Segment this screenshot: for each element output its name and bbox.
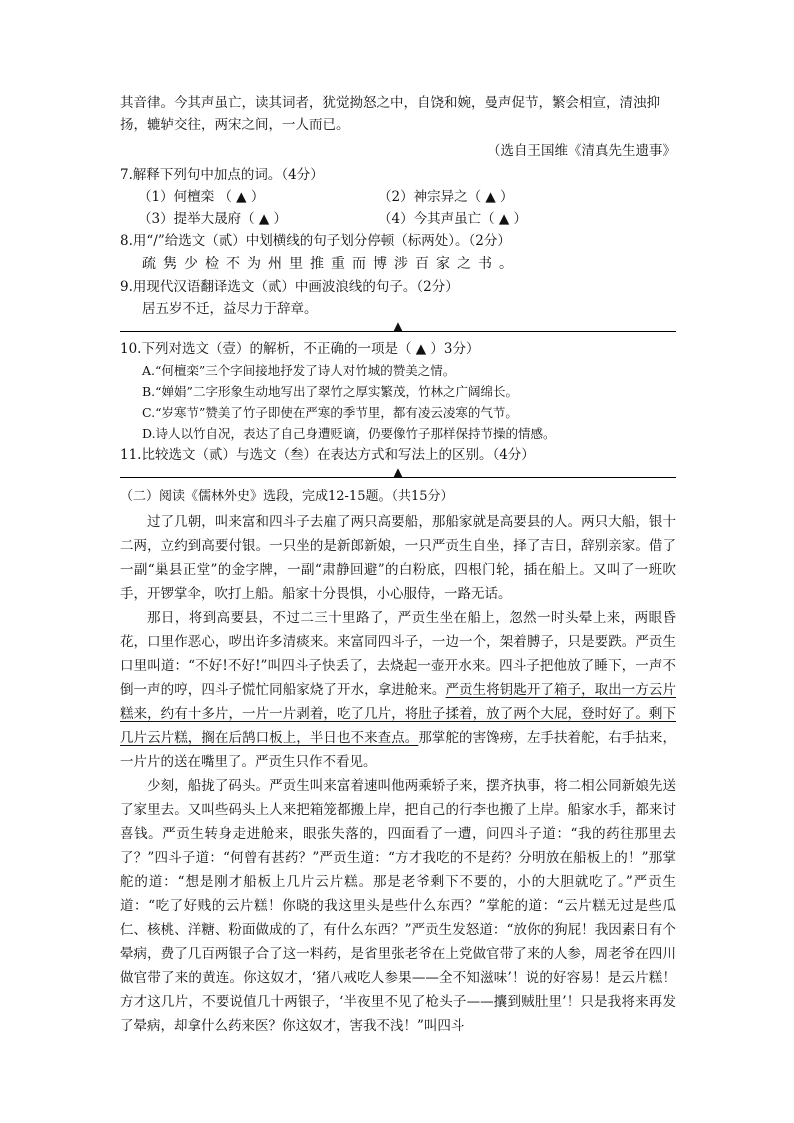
answer-mark: ▲ [393,319,403,333]
exam-page [120,92,676,1038]
answer-line-1 [120,320,676,338]
passage-paragraph-2 [120,606,676,774]
question-7-stem: 7.解释下列句中加点的词。（4分） [120,167,324,183]
question-7-row-1 [120,186,676,208]
question-7-item-3: （3）提举大晟府（ ▲ ） [138,211,288,227]
question-7-item-1: （1）何檀栾 （ ▲ ） [138,189,265,205]
question-11-stem: 11.比较选文（贰）与选文（叁）在表达方式和写法上的区别。（4分） [120,447,535,463]
source-note: （选自王国维《清真先生遗事》 [487,143,676,159]
passage-paragraph-1: 过了几朝，叫来富和四斗子去雇了两只高要船，那船家就是高要县的人。两只大船，银十二两，立约到高要付银。一只坐的是新郎新娘，一只严贡生自坐，择了吉日，辞别亲家。借了一副“巢县正堂”的金字牌，一副“肃静回避”的白粉底，四根门轮，插在船上。又叫了一班吹手，开锣掌伞，吹打上船。船家十分畏惧，小心服侍，一路无话。 [120,514,676,602]
question-7-row-2 [120,208,676,230]
answer-mark: ▲ [393,465,403,479]
question-9-sentence: 居五岁不迁，益尽力于辞章。 [142,301,318,317]
section-2-title: （二）阅读《儒林外史》选段，完成12-15题。（共15分） [120,489,454,504]
passage-paragraph-2-end: 那掌舵的害馋痨，左手扶着舵，右手拈来，一片片的送在嘴里了。严贡生只作不看见。 [120,730,676,770]
underlined-sentence: 严贡生将钥匙开了箱子，取出一方云片糕来，约有十多片，一片一片剥着，吃了几片，将肚子揉着，放了两个大屁，登时好了。剩下几片云片糕，搁在后鹄口板上，半日也不来查点。 [120,682,676,746]
question-7-item-2: （2）神宗异之（ ▲ ） [378,189,514,205]
question-8-sentence: 疏隽少检不为州里推重而博涉百家之书。 [142,256,520,272]
question-10-option-d: D.诗人以竹自况，表达了自己身遭贬谪，仍要像竹子那样保持节操的情感。 [142,426,556,441]
question-8-stem: 8.用“/”给选文（贰）中划横线的句子划分停顿（标两处）。（2分） [120,233,511,249]
passage-paragraph-2-start: 那日，将到高要县，不过二三十里路了，严贡生坐在船上，忽然一时头晕上来，两眼昏花，口里作恶心，哕出许多清痰来。来富同四斗子，一边一个，架着膊子，只是要跌。严贡生口里叫道：“不好!不好!”叫四斗子快丢了，去烧起一壶开水来。四斗子把他放了睡下，一声不倒一声的哼，四斗子慌忙同船家烧了开水，拿进舱来。 [120,610,676,698]
question-9-stem: 9.用现代汉语翻译选文（贰）中画波浪线的句子。（2分） [120,279,459,295]
passage-paragraph-3: 少刻，船拢了码头。严贡生叫来富着速叫他两乘轿子来，摆齐执事，将二相公同新娘先送了家里去。又叫些码头上人来把箱笼都搬上岸，把自己的行李也搬了上岸。船家水手，都来讨喜钱。严贡生转身走进舱来，眼张失落的，四面看了一遭，问四斗子道：“我的药往那里去了？”四斗子道：“何曾有甚药？”严贡生道：“方才我吃的不是药？分明放在船板上的！”那掌舵的道：“想是刚才船板上几片云片糕。那是老爷剩下不要的，小的大胆就吃了。”严贡生道：“吃了好贱的云片糕！你晓的我这里头是些什么东西？”掌舵的道：“云片糕无过是些瓜仁、核桃、洋糖、粉面做成的了，有什么东西？”严贡生发怒道：“放你的狗屁！我因素日有个晕病，费了几百两银子合了这一料药，是省里张老爷在上党做官带了来的人参，周老爷在四川做官带了来的黄连。你这奴才，‘猪八戒吃人参果——全不知滋味’！说的好容易！是云片糕！方才这几片，不要说值几十两银子，‘半夜里不见了枪头子——攮到贼肚里’！只是我将来再发了晕病，却拿什么药来医？你这奴才，害我不浅！”叫四斗 [120,778,676,1034]
question-10-option-a: A.“何檀栾”三个字间接地抒发了诗人对竹城的赞美之情。 [142,363,456,378]
answer-line-2 [120,466,676,484]
question-10-option-b: B.“婵娟”二字形象生动地写出了翠竹之厚实繁茂，竹林之广阔绵长。 [142,384,518,399]
question-7-item-4: （4）今其声虽亡（ ▲ ） [378,211,528,227]
question-10-stem: 10.下列对选文（壹）的解析，不正确的一项是（ ▲ ）3分） [120,341,480,357]
passage-continuation: 其音律。今其声虽亡，读其词者，犹觉拗怒之中，自饶和婉，曼声促节，繁会相宣，清浊抑扬，辘轳交往，两宋之间，一人而已。 [120,95,660,133]
question-10-option-c: C.“岁寒节”赞美了竹子即使在严寒的季节里，都有凌云凌寒的气节。 [142,405,518,420]
